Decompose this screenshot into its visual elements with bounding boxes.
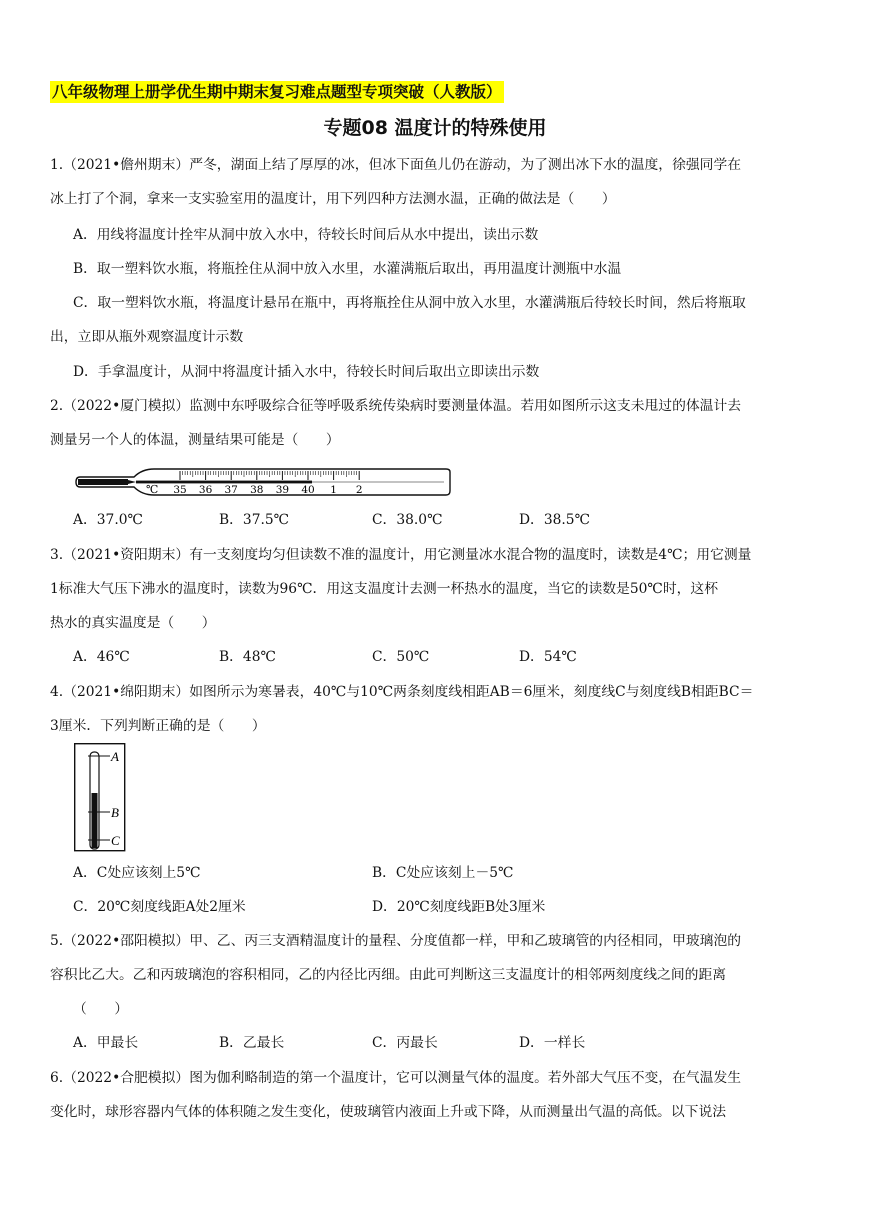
question-5-option-d: D．一样长 xyxy=(519,1035,586,1051)
question-1-line-2: 冰上打了个洞，拿来一支实验室用的温度计，用下列四种方法测水温，正确的做法是（ ） xyxy=(50,191,616,207)
scale-tick-label: 38 xyxy=(250,484,264,496)
question-1-line-1: 1.（2021•儋州期末）严冬，湖面上结了厚厚的冰，但冰下面鱼儿仍在游动，为了测出冰下水的温度，徐强同学在 xyxy=(50,157,742,173)
question-2-option-d: D．38.5℃ xyxy=(519,512,591,528)
question-3-option-d: D．54℃ xyxy=(519,649,577,665)
question-3-line-2: 1标准大气压下沸水的温度时，读数为96℃．用这支温度计去测一杯热水的温度，当它的读数是50℃时，这杯 xyxy=(50,581,719,597)
question-5-option-a: A．甲最长 xyxy=(73,1035,139,1051)
question-5-line-1: 5.（2022•邵阳模拟）甲、乙、丙三支酒精温度计的量程、分度值都一样，甲和乙玻璃管的内径相同，甲玻璃泡的 xyxy=(50,933,742,949)
thermometer-bulb xyxy=(78,479,128,485)
mercury-column xyxy=(136,481,312,484)
question-2-option-a: A．37.0℃ xyxy=(73,512,143,528)
question-4-option-a: A．C处应该刻上5℃ xyxy=(73,865,201,881)
question-1-option-b: B．取一塑料饮水瓶，将瓶拴住从洞中放入水里，水灌满瓶后取出，再用温度计测瓶中水温 xyxy=(73,261,622,277)
question-3-line-1: 3.（2021•资阳期末）有一支刻度均匀但读数不准的温度计，用它测量冰水混合物的温度时，读数是4℃；用它测量 xyxy=(50,547,752,563)
question-3-option-c: C．50℃ xyxy=(372,649,430,665)
scale-tick-label: 39 xyxy=(275,484,290,496)
label-c: C xyxy=(111,833,120,848)
clinical-thermometer-figure xyxy=(74,466,454,498)
question-4-option-c: C．20℃刻度线距A处2厘米 xyxy=(73,899,246,915)
question-2-option-c: C．38.0℃ xyxy=(372,512,443,528)
scale-tick-label: 40 xyxy=(301,484,315,496)
page-title: 专题08 温度计的特殊使用 xyxy=(323,117,547,139)
question-6-line-1: 6.（2022•合肥模拟）图为伽利略制造的第一个温度计，它可以测量气体的温度。若外部大气压不变，在气温发生 xyxy=(50,1070,742,1086)
question-1-option-c-cont: 出，立即从瓶外观察温度计示数 xyxy=(50,329,244,345)
scale-tick-label: 36 xyxy=(198,484,213,496)
question-5-option-c: C．丙最长 xyxy=(372,1035,438,1051)
question-4-option-b: B．C处应该刻上－5℃ xyxy=(372,865,514,881)
question-1-option-a: A．用线将温度计拴牢从洞中放入水中，待较长时间后从水中提出，读出示数 xyxy=(73,227,539,243)
scale-tick-label: 37 xyxy=(224,484,238,496)
question-1-option-c: C．取一塑料饮水瓶，将温度计悬吊在瓶中，再将瓶拴住从洞中放入水里，水灌满瓶后待较长时间，然后将瓶取 xyxy=(73,295,746,311)
label-a: A xyxy=(111,749,119,764)
question-1-option-d: D．手拿温度计，从洞中将温度计插入水中，待较长时间后取出立即读出示数 xyxy=(73,364,540,380)
question-4-option-d: D．20℃刻度线距B处3厘米 xyxy=(372,899,546,915)
scale-tick-label: 35 xyxy=(173,484,187,496)
question-5-line-2: 容积比乙大。乙和丙玻璃泡的容积相同，乙的内径比丙细。由此可判断这三支温度计的相邻两刻度线之间的距离 xyxy=(50,967,727,983)
question-2-line-2: 测量另一个人的体温，测量结果可能是（ ） xyxy=(50,432,340,448)
question-4-line-1: 4.（2021•绵阳期末）如图所示为寒暑表，40℃与10℃两条刻度线相距AB＝6厘米，刻度线C与刻度线B相距BC＝ xyxy=(50,684,754,700)
question-2-option-b: B．37.5℃ xyxy=(219,512,290,528)
thermometer-unit: ℃ xyxy=(146,483,159,496)
scale-tick-label: 2 xyxy=(355,484,363,496)
question-3-option-a: A．46℃ xyxy=(73,649,130,665)
question-4-line-2: 3厘米．下列判断正确的是（ ） xyxy=(50,718,266,734)
scale-tick-label: 1 xyxy=(330,484,337,496)
question-3-option-b: B．48℃ xyxy=(219,649,276,665)
question-3-line-3: 热水的真实温度是（ ） xyxy=(50,615,216,631)
series-banner: 八年级物理上册学优生期中期末复习难点题型专项突破（人教版） xyxy=(52,83,502,101)
question-6-line-2: 变化时，球形容器内气体的体积随之发生变化，使玻璃管内液面上升或下降，从而测量出气温的高低。以下说法 xyxy=(50,1104,727,1120)
question-2-line-1: 2.（2022•厦门模拟）监测中东呼吸综合征等呼吸系统传染病时要测量体温。若用如图所示这支未甩过的体温计去 xyxy=(50,398,742,414)
label-b: B xyxy=(111,805,119,820)
question-5-option-b: B．乙最长 xyxy=(219,1035,285,1051)
thermometer-scale-figure xyxy=(74,743,126,853)
question-5-line-3: （ ） xyxy=(73,1001,129,1017)
